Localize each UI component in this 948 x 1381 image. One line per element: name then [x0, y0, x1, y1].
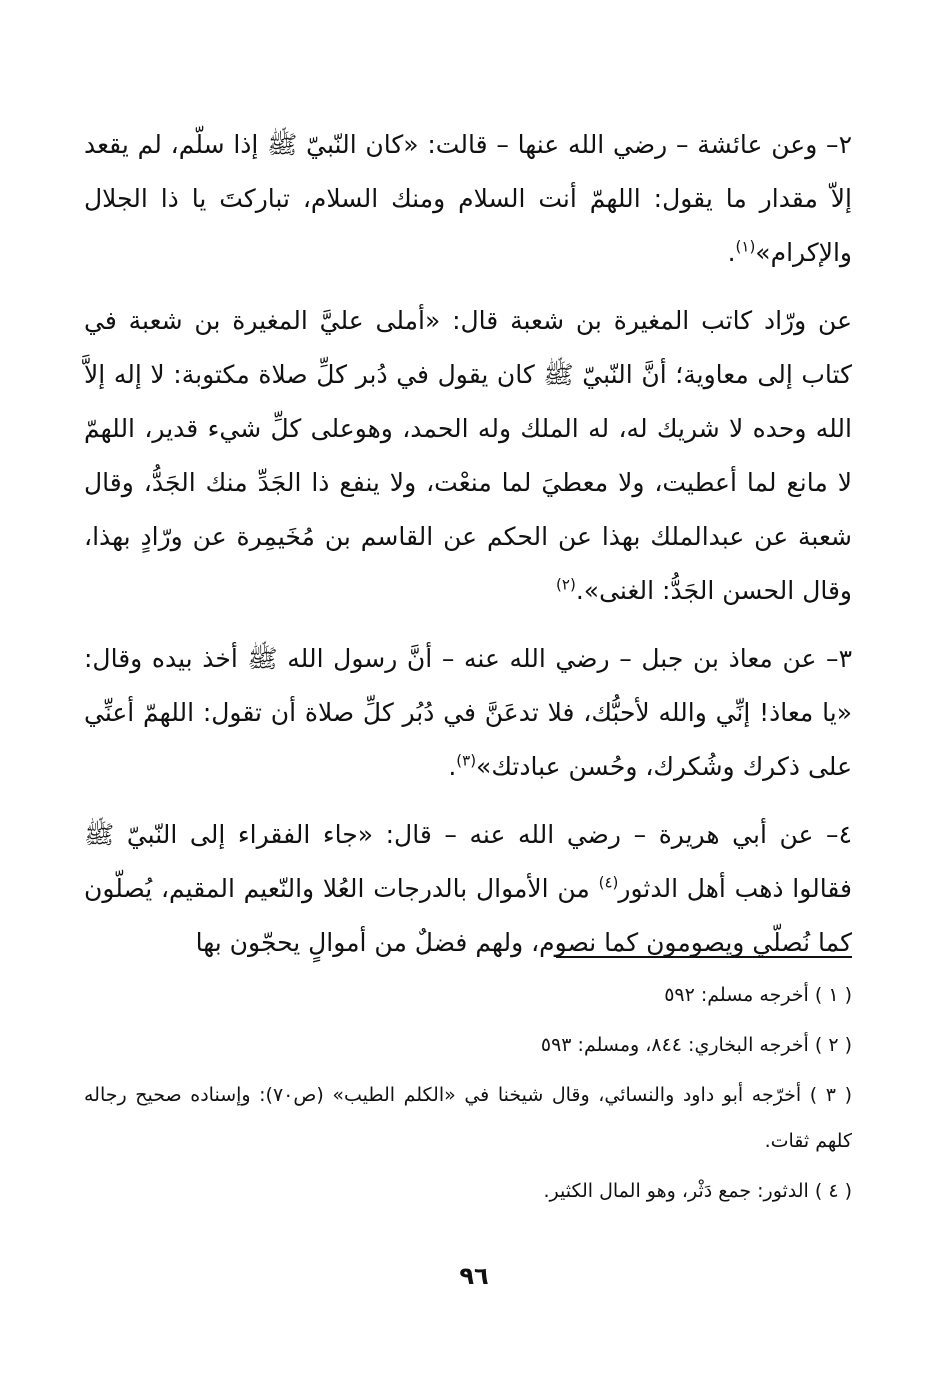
footnote-2: ( ٢ ) أخرجه البخاري: ٨٤٤، ومسلم: ٥٩٣ — [540, 1034, 852, 1056]
paragraph-hadith-3 — [84, 632, 852, 794]
footnote-ref-1: (١) — [735, 237, 756, 256]
paragraph-hadith-4 — [84, 808, 852, 970]
footnotes — [84, 972, 852, 1218]
footnote-ref-4: (٤) — [598, 873, 619, 892]
paragraph-hadith-2 — [84, 118, 852, 280]
page-number: ٩٦ — [459, 1262, 489, 1290]
footnote-ref-3: (٣) — [456, 751, 477, 770]
paragraph-text: ٣– عن معاذ بن جبل – رضي الله عنه – أنَّ رسول الله ﷺ أخذ بيده وقال: «يا معاذ! إنِّي والله لأحبُّك، فلا تدعَنَّ في دُبُر كلِّ صلاة أن تقول: اللهمّ أعنِّي على ذكرك وشُكرك، وحُسن عبادتك» — [84, 644, 852, 781]
footnote-4: ( ٤ ) الدثور: جمع دَثْر، وهو المال الكثير. — [543, 1180, 852, 1202]
paragraph-text: ٤– عن أبي هريرة – رضي الله عنه – قال: «جاء الفقراء إلى النّبيّ ﷺ فقالوا ذهب أهل الدثور — [84, 820, 852, 903]
paragraph-end: من الأموال بالدرجات العُلا والنّعيم المقيم، يُصلّون كما نُصلّي ويصومون كما نصوم، ولهم فضلٌ من أموالٍ يحجّون بها — [84, 874, 852, 957]
paragraph-warrad — [84, 294, 852, 618]
paragraph-end: . — [727, 238, 736, 267]
footnote-1: ( ١ ) أخرجه مسلم: ٥٩٢ — [664, 984, 852, 1006]
paragraph-end: . — [448, 752, 457, 781]
main-text — [84, 118, 852, 984]
footnote-3: ( ٣ ) أخرّجه أبو داود والنسائي، وقال شيخنا في «الكلم الطيب» (ص٧٠): وإسناده صحيح رجاله كلهم ثقات. — [84, 1084, 853, 1152]
footnote-divider — [556, 956, 852, 958]
paragraph-text: ٢– وعن عائشة – رضي الله عنها – قالت: «كان النّبيّ ﷺ إذا سلّم، لم يقعد إلاّ مقدار ما يقول: اللهمّ أنت السلام ومنك السلام، تباركتَ يا ذا الجلال والإكرام» — [84, 130, 852, 267]
paragraph-text: عن ورّاد كاتب المغيرة بن شعبة قال: «أملى عليَّ المغيرة بن شعبة في كتاب إلى معاوية؛ أنَّ النّبيّ ﷺ كان يقول في دُبر كلِّ صلاة مكتوبة: لا إله إلاَّ الله وحده لا شريك له، له الملك وله الحمد، وهوعلى كلِّ شيء قدير، اللهمّ لا مانع لما أعطيت، ولا معطيَ لما منعْت، ولا ينفع ذا الجَدِّ منك الجَدُّ، وقال شعبة عن عبدالملك بهذا عن الحكم عن القاسم بن مُخَيمِرة عن ورّادٍ بهذا، وقال الحسن الجَدُّ: الغنى». — [84, 306, 852, 605]
footnote-ref-2: (٢) — [556, 575, 576, 594]
